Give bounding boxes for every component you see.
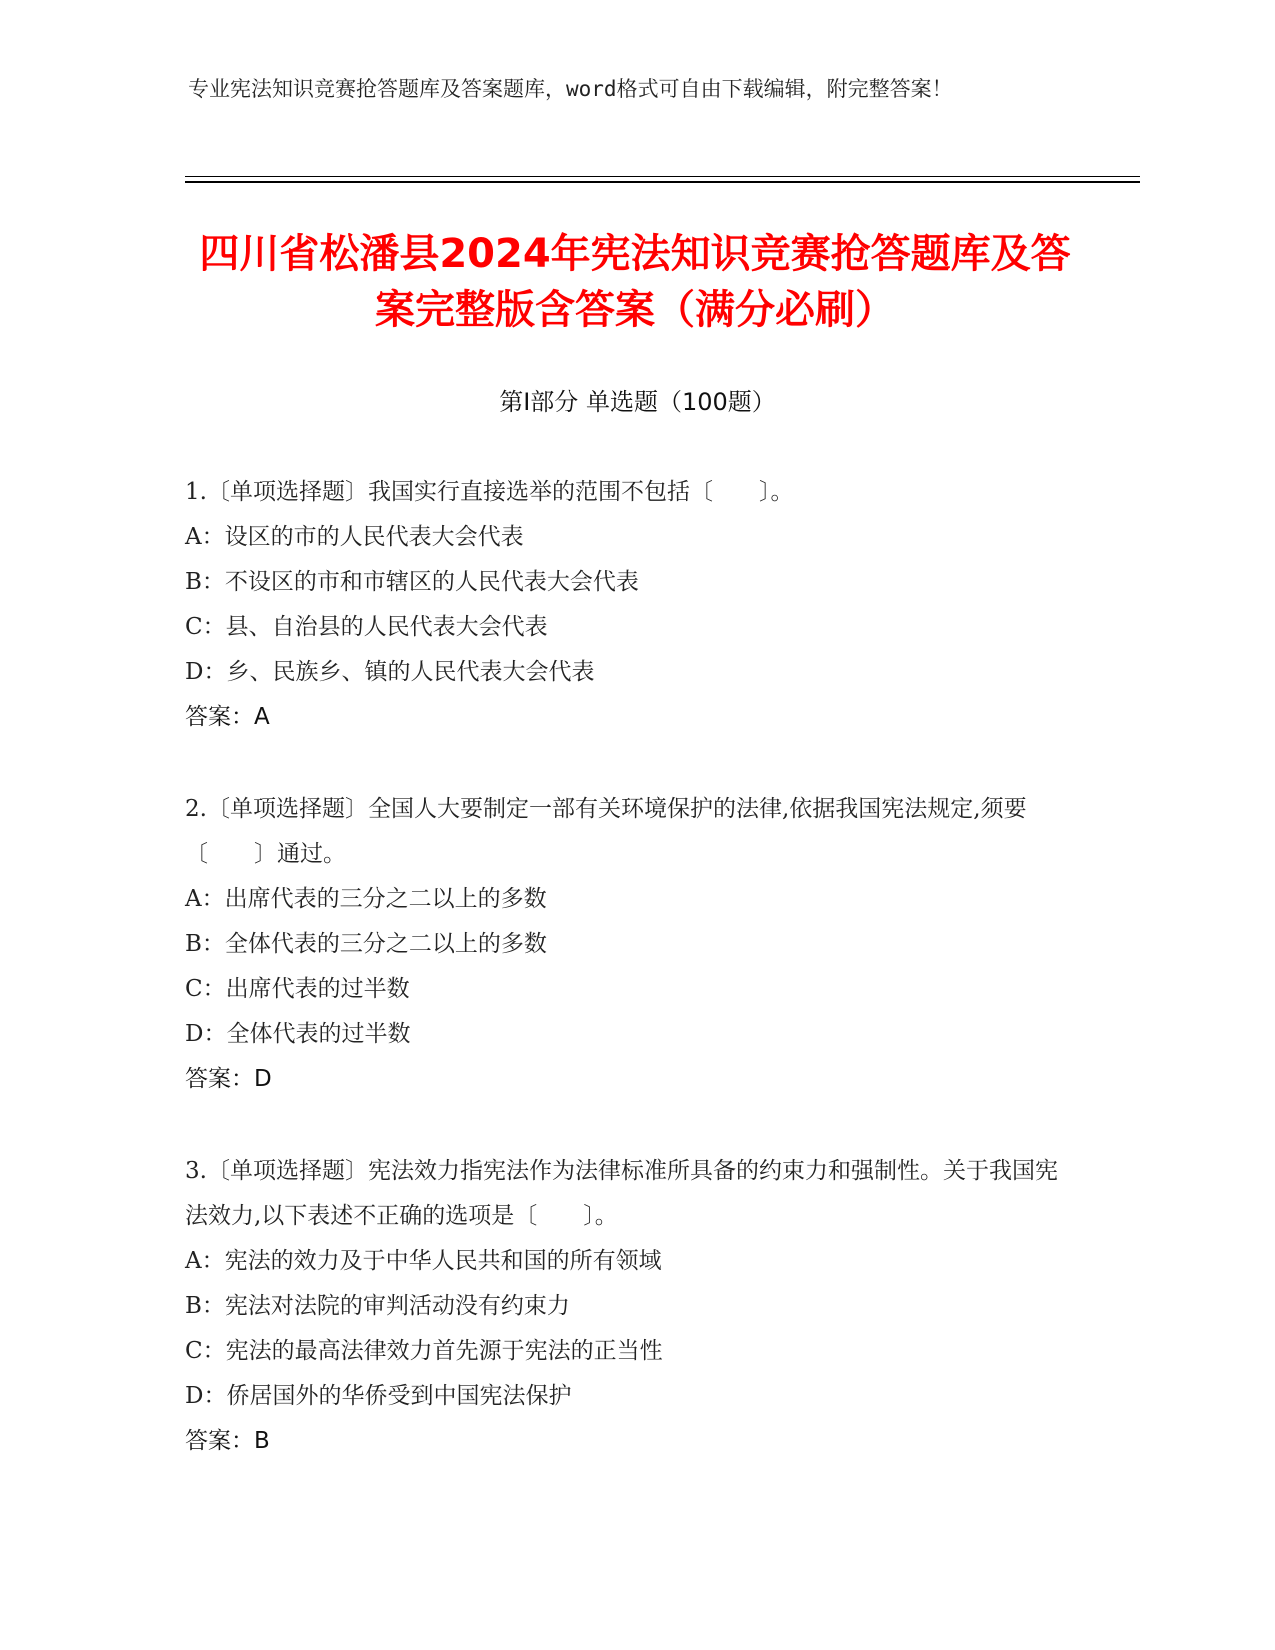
option-a: A：出席代表的三分之二以上的多数 xyxy=(185,886,547,912)
option-d: D：全体代表的过半数 xyxy=(185,1021,411,1047)
option-b: B：宪法对法院的审判活动没有约束力 xyxy=(185,1293,570,1319)
option-b: B：全体代表的三分之二以上的多数 xyxy=(185,931,547,957)
option-b: B：不设区的市和市辖区的人民代表大会代表 xyxy=(185,569,639,595)
option-d: D：侨居国外的华侨受到中国宪法保护 xyxy=(185,1383,572,1409)
document-title: 四川省松潘县2024年宪法知识竞赛抢答题库及答案完整版含答案（满分必刷） xyxy=(199,231,1071,333)
question-stem: 1.〔单项选择题〕我国实行直接选举的范围不包括〔 〕。 xyxy=(185,479,794,505)
answer-line: 答案：B xyxy=(185,1428,270,1454)
question-block xyxy=(185,787,1075,1102)
header-note: 专业宪法知识竞赛抢答题库及答案题库，word格式可自由下载编辑，附完整答案！ xyxy=(188,77,953,101)
option-a: A：设区的市的人民代表大会代表 xyxy=(185,524,524,550)
question-stem: 3.〔单项选择题〕宪法效力指宪法作为法律标准所具备的约束力和强制性。关于我国宪法效力,以下表述不正确的选项是〔 〕。 xyxy=(185,1158,1058,1229)
question-block xyxy=(185,1149,1075,1464)
option-d: D：乡、民族乡、镇的人民代表大会代表 xyxy=(185,659,595,685)
header-divider-thick xyxy=(185,181,1140,183)
option-c: C：县、自治县的人民代表大会代表 xyxy=(185,614,548,640)
section-heading: 第Ⅰ部分 单选题（100题） xyxy=(499,388,776,416)
option-c: C：出席代表的过半数 xyxy=(185,976,410,1002)
answer-line: 答案：D xyxy=(185,1066,272,1092)
answer-line: 答案：A xyxy=(185,704,270,730)
question-stem: 2.〔单项选择题〕全国人大要制定一部有关环境保护的法律,依据我国宪法规定,须要〔 〕通过。 xyxy=(185,796,1027,867)
option-c: C：宪法的最高法律效力首先源于宪法的正当性 xyxy=(185,1338,663,1364)
question-block xyxy=(185,470,1075,740)
option-a: A：宪法的效力及于中华人民共和国的所有领域 xyxy=(185,1248,662,1274)
header-divider-thin xyxy=(185,176,1140,177)
